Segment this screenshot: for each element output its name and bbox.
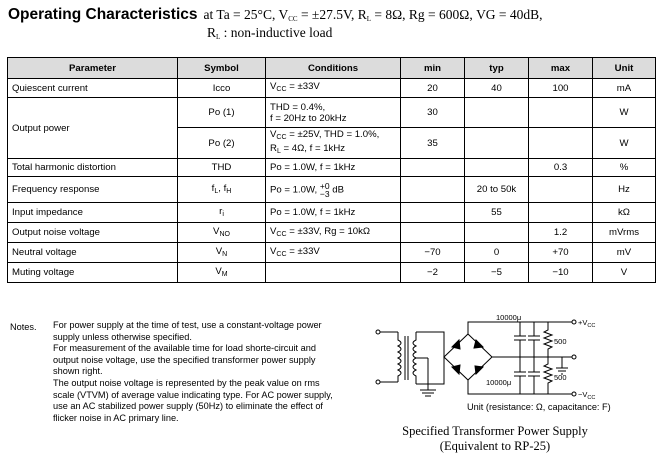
cell-unit: kΩ [593, 203, 656, 223]
note-item: The output noise voltage is represented by the peak value on rms scale (VTVM) of average value indicating type. For AC power supply, use an AC stabilized power supply (50Hz) to eliminate the effect of flicker noise in AC primary line. [53, 377, 333, 423]
cell-conditions: $V_{CC} = \pm 33V$, Rg = 10kΩ [266, 223, 401, 243]
col-header-parameter: Parameter [8, 58, 178, 79]
cell-max: 100 [529, 79, 593, 98]
cell-min: 35 [401, 128, 465, 159]
cell-unit: mVrms [593, 223, 656, 243]
characteristics-table [7, 57, 656, 283]
table-row [8, 223, 656, 243]
table-row [8, 243, 656, 263]
cell-min [401, 177, 465, 203]
cell-max: 1.2 [529, 223, 593, 243]
vcc-positive-label: $+V_{CC}$ [578, 318, 596, 329]
resistor-label-top: 500 [554, 337, 567, 346]
cell-min [401, 223, 465, 243]
col-header-max: max [529, 58, 593, 79]
cell-parameter: Neutral voltage [8, 243, 178, 263]
primary-terminal [376, 380, 380, 384]
cell-conditions: Po = 1.0W, f = 1kHz [266, 203, 401, 223]
cell-min: 30 [401, 98, 465, 128]
cell-conditions: $V_{CC} = \pm 33V$ [266, 79, 401, 98]
cell-unit: mA [593, 79, 656, 98]
resistor-bottom [544, 357, 552, 394]
ground-wire [420, 358, 436, 396]
resistor-top [544, 322, 552, 357]
cell-max [529, 98, 593, 128]
cell-conditions [266, 263, 401, 283]
cell-typ: 40 [465, 79, 529, 98]
cell-conditions: Po = 1.0W, +0 −3 dB [266, 177, 401, 203]
table-row [8, 159, 656, 177]
transformer-primary [378, 332, 401, 382]
cell-min [401, 203, 465, 223]
cell-parameter: Output noise voltage [8, 223, 178, 243]
cell-max: +70 [529, 243, 593, 263]
cell-parameter: Total harmonic distortion [8, 159, 178, 177]
cell-min [401, 159, 465, 177]
cell-conditions: $V_{CC} = \pm 33V$ [266, 243, 401, 263]
table-row [8, 263, 656, 283]
cell-max: 0.3 [529, 159, 593, 177]
cell-parameter: Output power [8, 98, 178, 159]
cell-unit: mV [593, 243, 656, 263]
cell-max: −10 [529, 263, 593, 283]
cell-typ: 20 to 50k [465, 177, 529, 203]
cell-typ [465, 223, 529, 243]
resistor-label-bottom: 500 [554, 373, 567, 382]
table-row [8, 203, 656, 223]
heading-line [8, 6, 543, 24]
vcc-negative-label: $-V_{CC}$ [578, 390, 596, 401]
figure-caption [395, 424, 595, 454]
col-header-min: min [401, 58, 465, 79]
cell-min: −2 [401, 263, 465, 283]
cell-unit: V [593, 263, 656, 283]
unit-note: Unit (resistance: Ω, capacitance: F) [467, 402, 611, 412]
note-item: For measurement of the available time for load shorte-circuit and output noise voltage, use the specified transformer power supply shown right. [53, 343, 316, 377]
output-terminal-ground [572, 355, 576, 359]
cell-min: 20 [401, 79, 465, 98]
diode [475, 366, 483, 374]
col-header-symbol: Symbol [178, 58, 266, 79]
capacitor-top2 [528, 322, 540, 357]
cell-unit: % [593, 159, 656, 177]
cell-typ: −5 [465, 263, 529, 283]
cell-symbol: $V_{NO}$ [178, 223, 266, 243]
caption-line-1: Specified Transformer Power Supply [402, 424, 588, 438]
transformer-secondary [413, 332, 416, 384]
cell-symbol: $r_i$ [178, 203, 266, 223]
notes-body [53, 320, 343, 424]
cell-max [529, 203, 593, 223]
cell-conditions: Po = 1.0W, f = 1kHz [266, 159, 401, 177]
bridge-rectifier [444, 334, 492, 380]
col-header-conditions: Conditions [266, 58, 401, 79]
table-row [8, 177, 656, 203]
cell-parameter: Input impedance [8, 203, 178, 223]
section-title: Operating Characteristics [8, 6, 198, 23]
diode [452, 365, 460, 374]
diode [474, 340, 483, 348]
cell-typ [465, 98, 529, 128]
output-terminal-positive [572, 320, 576, 324]
cell-symbol: $f_L$, $f_H$ [178, 177, 266, 203]
power-supply-schematic [372, 312, 622, 404]
cell-typ [465, 128, 529, 159]
caption-line-2: (Equivalent to RP-25) [439, 439, 551, 453]
cell-max [529, 128, 593, 159]
table-row [8, 79, 656, 98]
secondary-wire [416, 332, 444, 384]
cell-symbol: $V_M$ [178, 263, 266, 283]
capacitor-top [514, 322, 526, 357]
cell-typ [465, 159, 529, 177]
col-header-unit: Unit [593, 58, 656, 79]
output-terminal-negative [572, 392, 576, 396]
capacitor-label-bottom: 10000μ [486, 378, 512, 387]
cell-symbol: Po (1) [178, 98, 266, 128]
cell-symbol: Po (2) [178, 128, 266, 159]
capacitor-bottom [514, 357, 526, 394]
note-item: For power supply at the time of test, use a constant-voltage power supply unless otherwise specified. [53, 320, 322, 342]
cell-symbol: THD [178, 159, 266, 177]
table-header-row [8, 58, 656, 79]
primary-terminal [376, 330, 380, 334]
cell-min: −70 [401, 243, 465, 263]
cell-unit: W [593, 128, 656, 159]
cell-symbol: $V_N$ [178, 243, 266, 263]
cell-unit: Hz [593, 177, 656, 203]
cell-conditions: $V_{CC} = \pm 25V$, THD = 1.0%, $R_L = 4\Omega$, f = 1kHz [266, 128, 401, 159]
cell-parameter: Muting voltage [8, 263, 178, 283]
cell-conditions: THD = 0.4%, f = 20Hz to 20kHz [266, 98, 401, 128]
table-row [8, 98, 656, 128]
ground-symbol [556, 357, 568, 374]
test-conditions-line2: $R_L$ : non-inductive load [207, 25, 333, 41]
capacitor-bottom2 [528, 357, 540, 394]
capacitor-label-top: 10000μ [496, 313, 522, 322]
col-header-typ: typ [465, 58, 529, 79]
notes-label: Notes. [10, 322, 37, 332]
diode [452, 340, 460, 349]
cell-parameter: Quiescent current [8, 79, 178, 98]
cell-symbol: Icco [178, 79, 266, 98]
cell-unit: W [593, 98, 656, 128]
cell-max [529, 177, 593, 203]
cell-typ: 0 [465, 243, 529, 263]
test-conditions: at Ta = 25°C, $V_{CC} = \pm 27.5V$, $R_L = 8\Omega$, Rg = 600Ω, VG = 40dB, [203, 7, 543, 23]
cell-parameter: Frequency response [8, 177, 178, 203]
cell-typ: 55 [465, 203, 529, 223]
